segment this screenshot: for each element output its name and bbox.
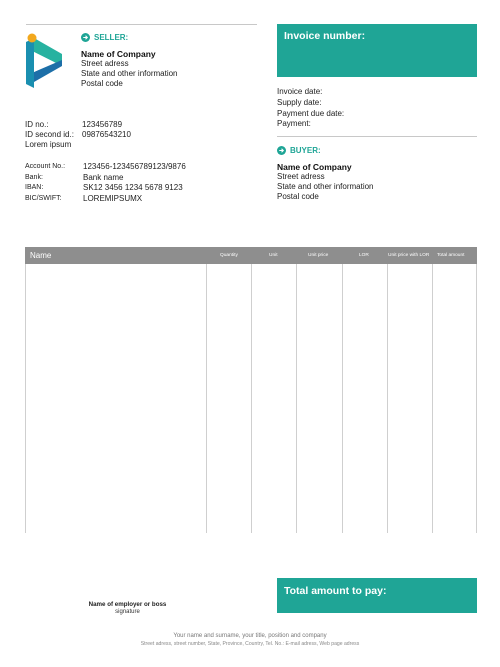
- total-amount-label: Total amount to pay:: [284, 585, 387, 597]
- col-lor-header: LOR: [359, 253, 369, 258]
- payment-label: Payment:: [277, 119, 311, 129]
- id-block: [25, 120, 255, 150]
- buyer-divider: [277, 136, 477, 137]
- swift-label: BIC/SWIFT:: [25, 194, 62, 202]
- account-value: 123456-123456789123/9876: [83, 162, 186, 171]
- signature-caption: signature: [115, 609, 140, 615]
- bank-value: Bank name: [83, 172, 124, 182]
- supply-date-label: Supply date:: [277, 97, 322, 107]
- iban-label: IBAN:: [25, 184, 44, 191]
- items-table: [25, 247, 477, 533]
- bank-row-bank: [25, 173, 260, 184]
- signer-name: Name of employer or boss: [88, 601, 167, 608]
- arrow-right-icon: [81, 33, 90, 42]
- table-header: [25, 247, 477, 264]
- total-amount-box: [277, 578, 477, 613]
- table-border-right: [476, 264, 477, 533]
- col-name-header: Name: [30, 251, 52, 260]
- buyer-street: Street adress: [277, 172, 325, 181]
- second-id-value: 09876543210: [82, 130, 131, 139]
- due-date-label: Payment due date:: [277, 108, 345, 118]
- invoice-dates: [277, 87, 344, 130]
- footer-address: Street adress, street number, State, Province, Country, Tel. No.: E-mail adress, Web page adress: [140, 641, 360, 647]
- invoice-number-box: [277, 24, 477, 77]
- invoice-date-label: Invoice date:: [277, 87, 323, 96]
- second-id-label: ID second id.:: [25, 130, 74, 139]
- col-unit-header: Unit: [269, 253, 278, 258]
- account-label: Account No.:: [25, 163, 66, 170]
- buyer-state: State and other information: [277, 182, 374, 191]
- second-id-row: [25, 130, 255, 140]
- col-unit-price-lor-header: Unit price with LOR: [388, 253, 430, 258]
- id-row: [25, 120, 255, 130]
- lorem-text: Lorem ipsum: [25, 140, 72, 149]
- seller-state: State and other information: [81, 69, 178, 78]
- buyer-heading-label: BUYER:: [290, 146, 321, 155]
- company-logo: [24, 32, 64, 88]
- seller-company: Name of Company: [81, 49, 156, 59]
- col-quantity-header: Quantity: [220, 253, 238, 258]
- buyer-section: [277, 146, 374, 202]
- invoice-number-label: Invoice number:: [284, 30, 366, 42]
- bank-label: Bank:: [25, 173, 43, 181]
- id-label: ID no.:: [25, 120, 49, 129]
- top-divider: [26, 24, 257, 25]
- bank-row-account: [25, 162, 260, 173]
- iban-value: SK12 3456 1234 5678 9123: [83, 183, 183, 192]
- seller-heading-label: SELLER:: [94, 33, 129, 42]
- buyer-company: Name of Company: [277, 162, 352, 172]
- footer: [0, 633, 500, 647]
- buyer-heading: [277, 146, 374, 155]
- bank-block: [25, 162, 260, 204]
- footer-contact-name: Your name and surname, your title, position and company: [173, 633, 327, 639]
- bank-row-swift: [25, 194, 260, 205]
- seller-section: [81, 33, 178, 89]
- col-total-header: Total amount: [437, 253, 465, 258]
- seller-street: Street adress: [81, 59, 129, 68]
- table-border-left: [25, 264, 26, 533]
- column-divider: [387, 264, 388, 533]
- buyer-postal: Postal code: [277, 192, 319, 201]
- id-value: 123456789: [82, 120, 123, 129]
- col-unit-price-header: Unit price: [308, 253, 329, 258]
- column-divider: [206, 264, 207, 533]
- column-divider: [432, 264, 433, 533]
- bank-row-iban: [25, 183, 260, 194]
- column-divider: [342, 264, 343, 533]
- column-divider: [296, 264, 297, 533]
- arrow-right-icon: [277, 146, 286, 155]
- swift-value: LOREMIPSUMX: [83, 193, 143, 203]
- seller-heading: [81, 33, 178, 42]
- signature-block: [60, 601, 195, 615]
- seller-postal: Postal code: [81, 79, 123, 88]
- column-divider: [251, 264, 252, 533]
